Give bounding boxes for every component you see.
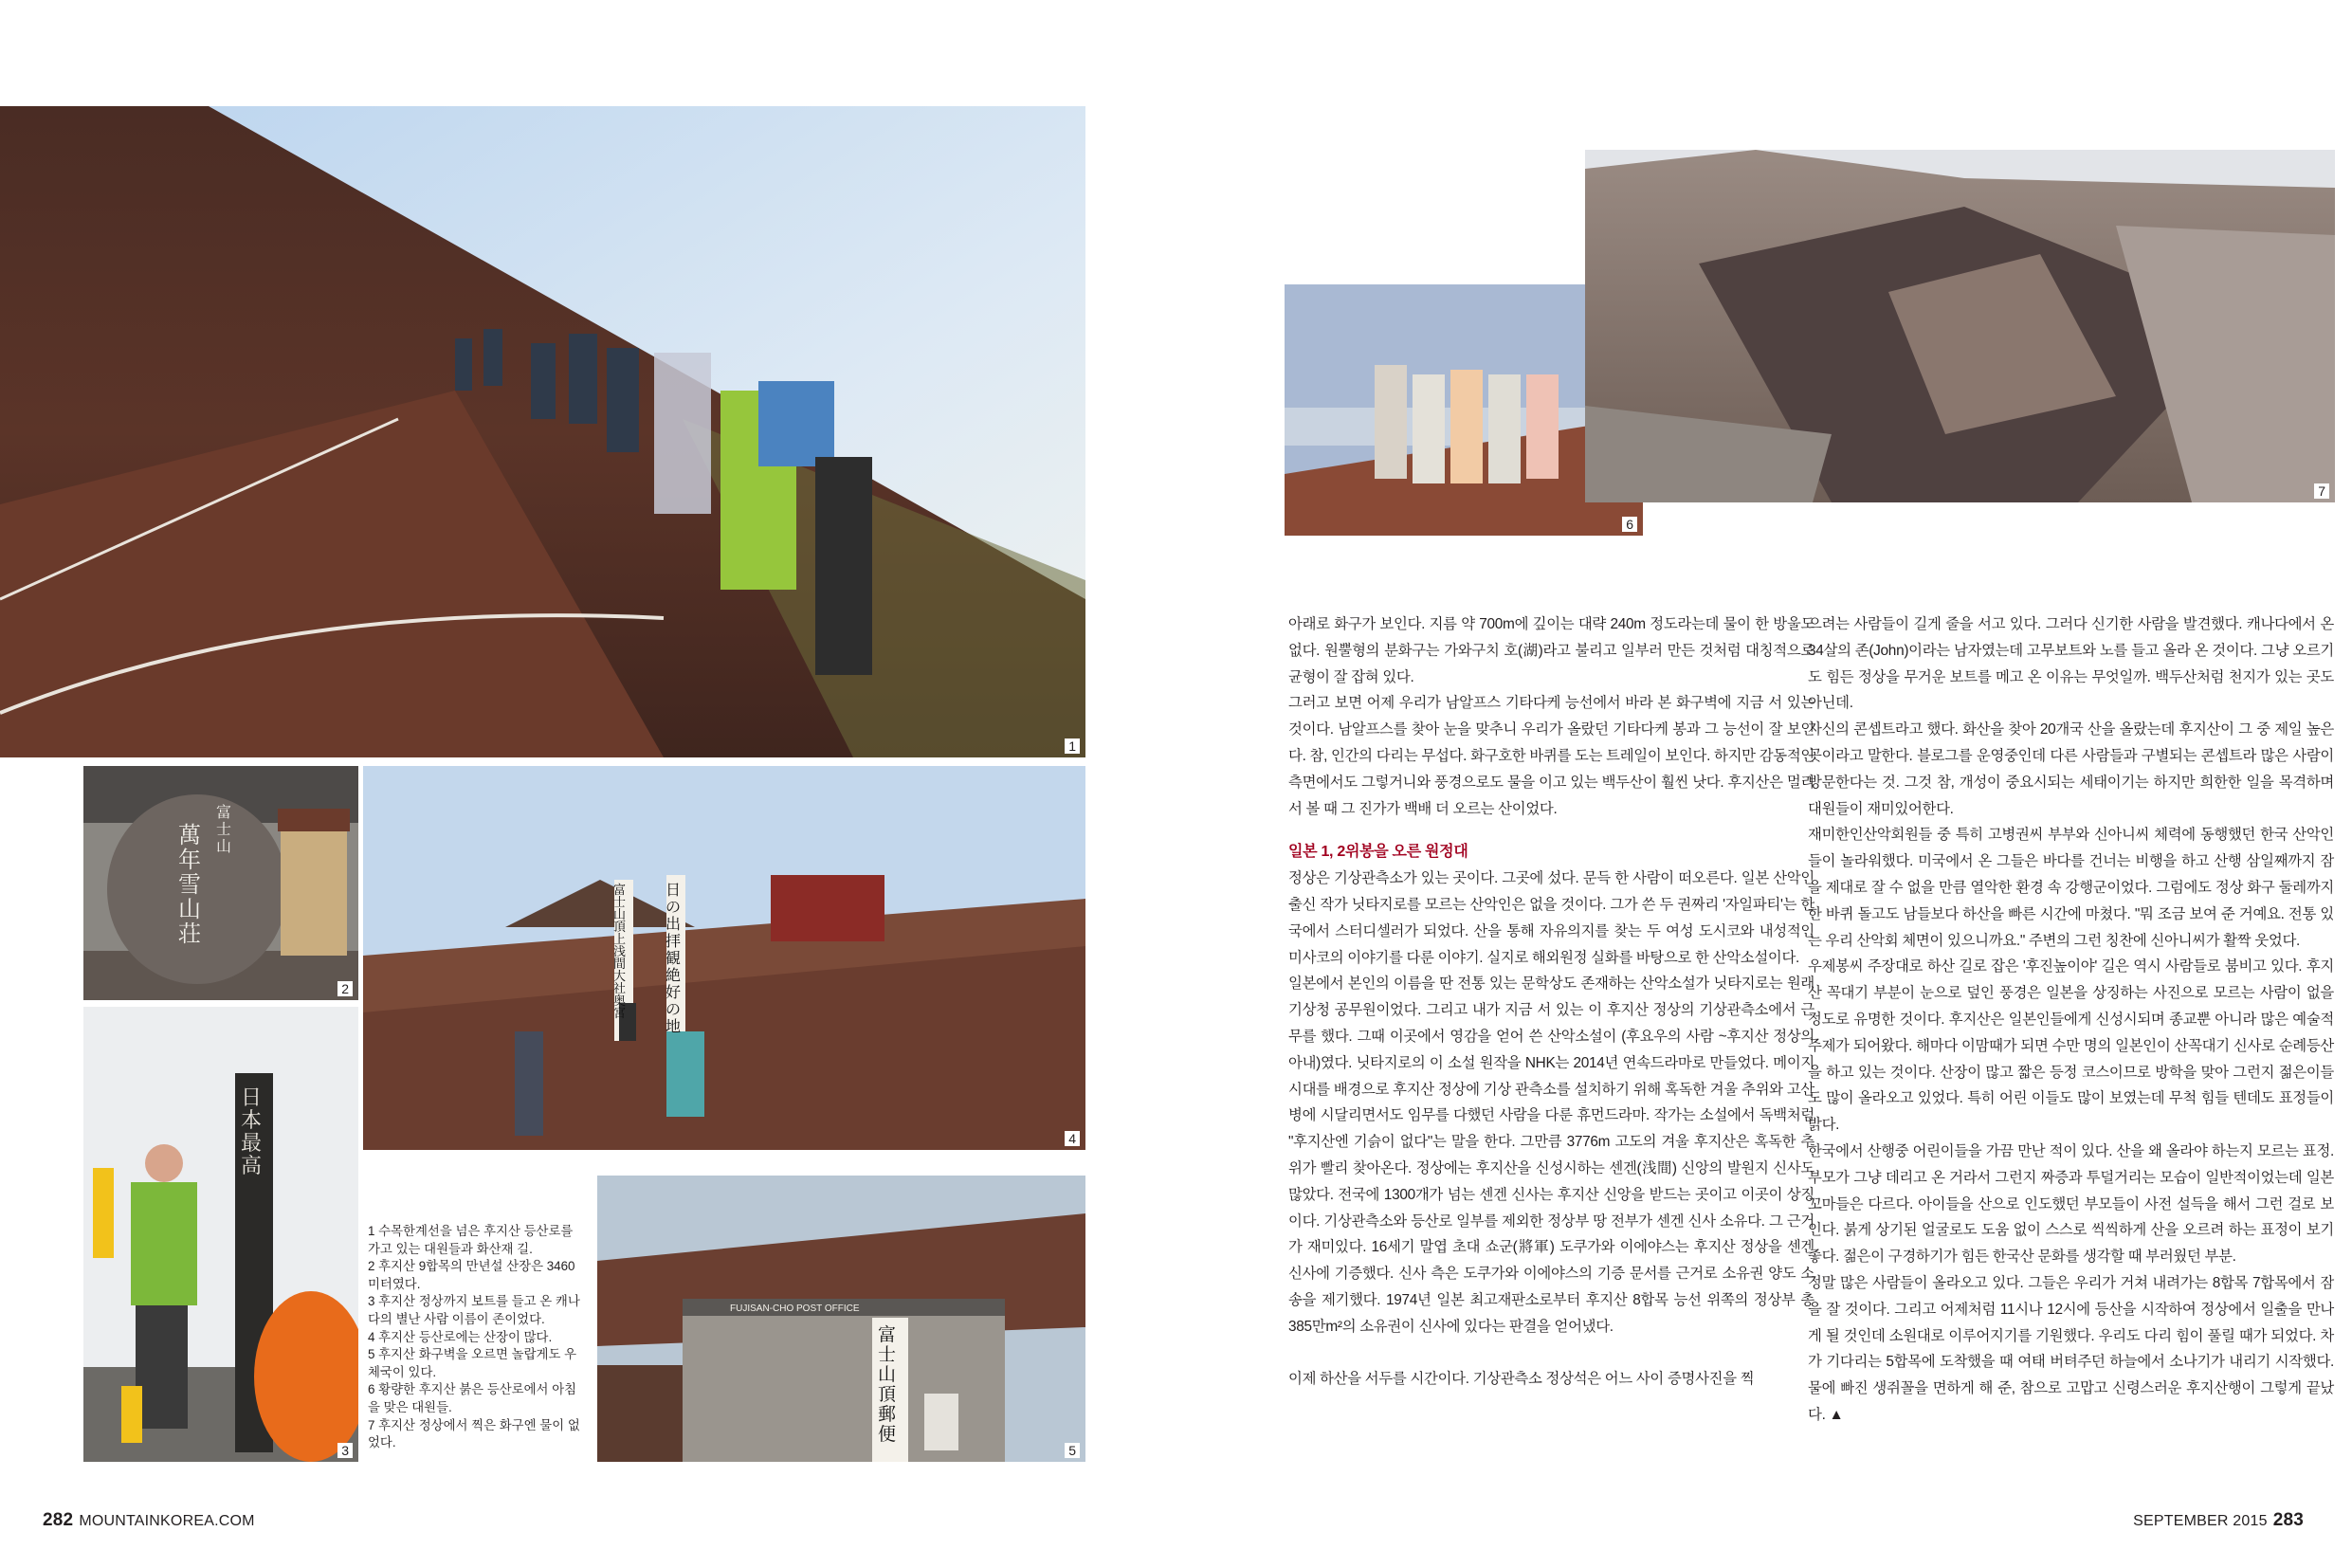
paragraph: 한국에서 산행중 어린이들을 가끔 만난 적이 있다. 산을 왜 올라야 하는지 모르는 표정. 부모가 그냥 데리고 온 거라서 그런지 짜증과 투덜거리는 모습이 일반적이었는데 일본 꼬마들은 다르다. 아이들을 산으로 인도했던 부모들이 사전 설득을 해서 그런 걸로 보인다. 붉게 상기된 얼굴로도 도움 없이 스스로 씩씩하게 산을 오르려 하는 표정이 보기 좋다. 젊은이 구경하기가 힘든 한국산 문화를 생각할 때 부러웠던 부분. xyxy=(1808,1142,2334,1266)
end-mark-icon: ▲ xyxy=(1829,1406,1844,1423)
caption-2: 2 후지산 9합목의 만년설 산장은 3460미터였다. xyxy=(368,1259,575,1291)
photo-number-5: 5 xyxy=(1065,1443,1080,1458)
caption-4: 4 후지산 등산로에는 산장이 많다. xyxy=(368,1329,553,1344)
caption-3: 3 후지산 정상까지 보트를 들고 온 캐나다의 별난 사람 이름이 존이었다. xyxy=(368,1294,580,1326)
issue-date: SEPTEMBER 2015 xyxy=(2133,1513,2268,1529)
banner-sunrise: 日の出拝観絶好の地 xyxy=(665,881,682,1035)
folio-right xyxy=(2133,1512,2309,1530)
photo-5-graphic xyxy=(597,1176,1085,1462)
photo-number-6: 6 xyxy=(1622,517,1637,532)
photo-2-stone-marker xyxy=(83,766,358,1000)
photo-2-graphic xyxy=(83,766,358,1000)
stone-inscription-center: 萬年雪山荘 xyxy=(178,822,201,947)
paragraph: 그러고 보면 어제 우리가 남알프스 기타다케 능선에서 바라 본 화구벽에 지금 서 있는 것이다. 남알프스를 찾아 눈을 맞추니 우리가 올랐던 기타다케 봉과 그 능선이 잘 보인다. 참, 인간의 다리는 무섭다. 화구호한 바퀴를 도는 트레일이 보인다. 하지만 감동적인 측면에서도 그렇거니와 풍경으로도 물을 이고 있는 백두산이 훨씬 낫다. 후지산은 멀리서 볼 때 그 진가가 백배 더 오르는 산이었다. xyxy=(1288,695,1814,817)
section-heading: 일본 1, 2위봉을 오른 원정대 xyxy=(1288,844,1468,861)
paragraph: 일본에서 본인의 이름을 딴 전통 있는 문학상도 존재하는 산악소설가 닛타지로는 원래 기상청 공무원이었다. 그리고 내가 지금 서 있는 이 후지산 정상의 기상관측소에서 근무를 했다. 그때 이곳에서 영감을 얻어 쓴 산악소설이 (후요우의 사람 ~후지산 정상의 아내)였다. 닛타지로의 이 소설 원작을 NHK는 2014년 연속드라마로 만들었다. 메이지 시대를 배경으로 후지산 정상에 기상 관측소를 설치하기 위해 혹독한 겨울 추위와 고산병에 시달리면서도 임무를 다했던 사람을 다룬 휴먼드라마. 작가는 소설에서 독백처럼 "후지산엔 기슭이 없다"는 말을 한다. 그만큼 3776m 고도의 겨울 후지산은 혹독한 추위가 빨리 찾아온다. 정상에는 후지산을 신성시하는 센겐(浅間) 신앙의 발원지 신사도 많았다. 전국에 1300개가 넘는 센겐 신사는 후지산 신앙을 받드는 곳이고 이곳이 상징이다. 기상관측소와 등산로 일부를 제외한 정상부 땅 전부가 센겐 신사 소유다. 그 근거가 재미있다. 16세기 말엽 초대 쇼군(將軍) 도쿠가와 이에야스는 후지산 정상을 센겐 신사에 기증했다. 신사 측은 도쿠가와 이에야스의 기증 문서를 근거로 소유권 양도 소송을 제기했다. 1974년 일본 최고재판소로부터 후지산 8합목 능선 위쪽의 정상부 총 385만m²의 소유권이 신사에 있다는 판결을 얻어냈다. xyxy=(1288,975,1815,1335)
photo-7-graphic xyxy=(1585,150,2335,502)
photo-number-2: 2 xyxy=(337,981,353,996)
photo-1-graphic xyxy=(0,106,1085,757)
paragraph: 이제 하산을 서두를 시간이다. 기상관측소 정상석은 어느 사이 증명사진을 찍 xyxy=(1288,1370,1755,1387)
caption-6: 6 황량한 후지산 붉은 등산로에서 아침을 맞은 대원들. xyxy=(368,1382,577,1414)
paragraph-text: 정말 많은 사람들이 올라오고 있다. 그들은 우리가 거쳐 내려가는 8합목 7합목에서 잠을 잘 것이다. 그리고 어제처럼 11시나 12시에 등산을 시작하여 정상에서 일출을 만나게 될 것인데 소원대로 이루어지기를 기원했다. 우리도 다리 힘이 풀릴 때가 되었다. 차가 기다리는 5합목에 도착했을 때 여태 버텨주던 하늘에서 소나기가 내리기 시작했다. 물에 빠진 생쥐꼴을 면하게 해 준, 참으로 고맙고 신령스러운 후지산행이 그렇게 끝났다. xyxy=(1808,1274,2334,1423)
photo-number-4: 4 xyxy=(1065,1131,1080,1146)
stone-inscription-right: 富士山 xyxy=(216,803,232,855)
summit-post-inscription: 日本最高 xyxy=(241,1086,263,1178)
photo-number-7: 7 xyxy=(2314,483,2329,499)
page-number-right: 283 xyxy=(2272,1510,2304,1530)
paragraph: 정상은 기상관측소가 있는 곳이다. 그곳에 섰다. 문득 한 사람이 떠오른다. 일본 산악인 출신 작가 닛타지로를 모르는 산악인은 없을 것이다. 그가 쓴 두 권짜리 '자일파티'는 한국에서 스터디셀러가 되었다. 산을 통해 자유의지를 찾는 두 여성 도시코와 내성적인 미사코의 이야기를 다룬 이야기. 실지로 해외원정 실화를 바탕으로 한 산악소설이다. xyxy=(1288,870,1814,966)
photo-1-hikers-trail xyxy=(0,106,1085,757)
paragraph: 으려는 사람들이 길게 줄을 서고 있다. 그러다 신기한 사람을 발견했다. 캐나다에서 온 34살의 존(John)이라는 남자였는데 고무보트와 노를 들고 올라 온 것이다. 그냥 오르기도 힘든 정상을 무거운 보트를 메고 온 이유는 무엇일까. 백두산처럼 천지가 있는 곳도 아닌데. xyxy=(1808,616,2334,712)
paragraph: 아래로 화구가 보인다. 지름 약 700m에 깊이는 대략 240m 정도라는데 물이 한 방울도 없다. 원뿔형의 분화구는 가와구치 호(湖)라고 불리고 일부러 만든 것처럼 대칭적으로 균형이 잘 잡혀 있다. xyxy=(1288,616,1814,685)
banner-shrine: 富士山頂上浅間大社奥宮 xyxy=(613,884,627,1021)
post-office-banner: 富士山頂郵便 xyxy=(878,1324,897,1445)
post-office-sign: FUJISAN-CHO POST OFFICE xyxy=(730,1304,860,1314)
photo-4-huts xyxy=(363,766,1085,1150)
photo-captions xyxy=(368,1223,586,1452)
photo-number-1: 1 xyxy=(1065,738,1080,754)
body-column-left xyxy=(1288,611,1814,1392)
caption-5: 5 후지산 화구벽을 오르면 놀랍게도 우체국이 있다. xyxy=(368,1347,577,1379)
paragraph: 자신의 콘셉트라고 했다. 화산을 찾아 20개국 산을 올랐는데 후지산이 그 중 제일 높은 곳이라고 말한다. 블로그를 운영중인데 다른 사람들과 구별되는 콘셉트라 많은 사람이 방문한다는 것. 그것 참, 개성이 중요시되는 세태이기는 하지만 희한한 일을 목격하며 대원들이 재미있어한다. xyxy=(1808,721,2334,817)
photo-3-boat-hiker xyxy=(83,1007,358,1462)
paragraph xyxy=(1808,1270,2334,1429)
photo-7-crater xyxy=(1585,150,2335,502)
page-number-left: 282 xyxy=(43,1510,74,1530)
paragraph: 우제봉씨 주장대로 하산 길로 잡은 '후진높이야' 길은 역시 사람들로 붐비고 있다. 후지산 꼭대기 부분이 눈으로 덮인 풍경은 일본을 상징하는 사진으로 모르는 사람이 없을 정도로 유명한 것이다. 후지산은 일본인들에게 신성시되며 종교뿐 아니라 많은 예술적 주제가 되어왔다. 해마다 이맘때가 되면 수만 명의 일본인이 산꼭대기 신사로 순례등산을 하고 있는 것이다. 산장이 많고 짧은 등정 코스이므로 방학을 맞아 그런지 젊은이들도 많이 올라오고 있었다. 특히 어린 이들도 많이 보였는데 무척 힘들 텐데도 표정들이 밝다. xyxy=(1808,958,2334,1134)
body-column-right xyxy=(1808,611,2334,1429)
folio-left xyxy=(43,1512,255,1530)
caption-7: 7 후지산 정상에서 찍은 화구엔 물이 없었다. xyxy=(368,1417,580,1450)
photo-4-graphic xyxy=(363,766,1085,1150)
photo-number-3: 3 xyxy=(337,1443,353,1458)
paragraph: 재미한인산악회원들 중 특히 고병권씨 부부와 신아니씨 체력에 동행했던 한국 산악인들이 놀라워했다. 미국에서 온 그들은 바다를 건너는 비행을 하고 산행 삼일째까지 잠을 제대로 잘 수 없을 만큼 열악한 환경 속 강행군이었다. 그럼에도 정상 화구 둘레까지 한 바퀴 돌고도 남들보다 하산을 빠른 시간에 마쳤다. "뭐 조금 보여 준 거예요. 전통 있는 우리 산악회 체면이 있으니까요." 주변의 그런 칭찬에 신아니씨가 활짝 웃었다. xyxy=(1808,827,2334,949)
photo-5-post-office xyxy=(597,1176,1085,1462)
site-name: MOUNTAINKOREA.COM xyxy=(79,1513,255,1529)
photo-3-graphic xyxy=(83,1007,358,1462)
caption-1: 1 수목한계선을 넘은 후지산 등산로를 가고 있는 대원들과 화산재 길. xyxy=(368,1224,574,1256)
